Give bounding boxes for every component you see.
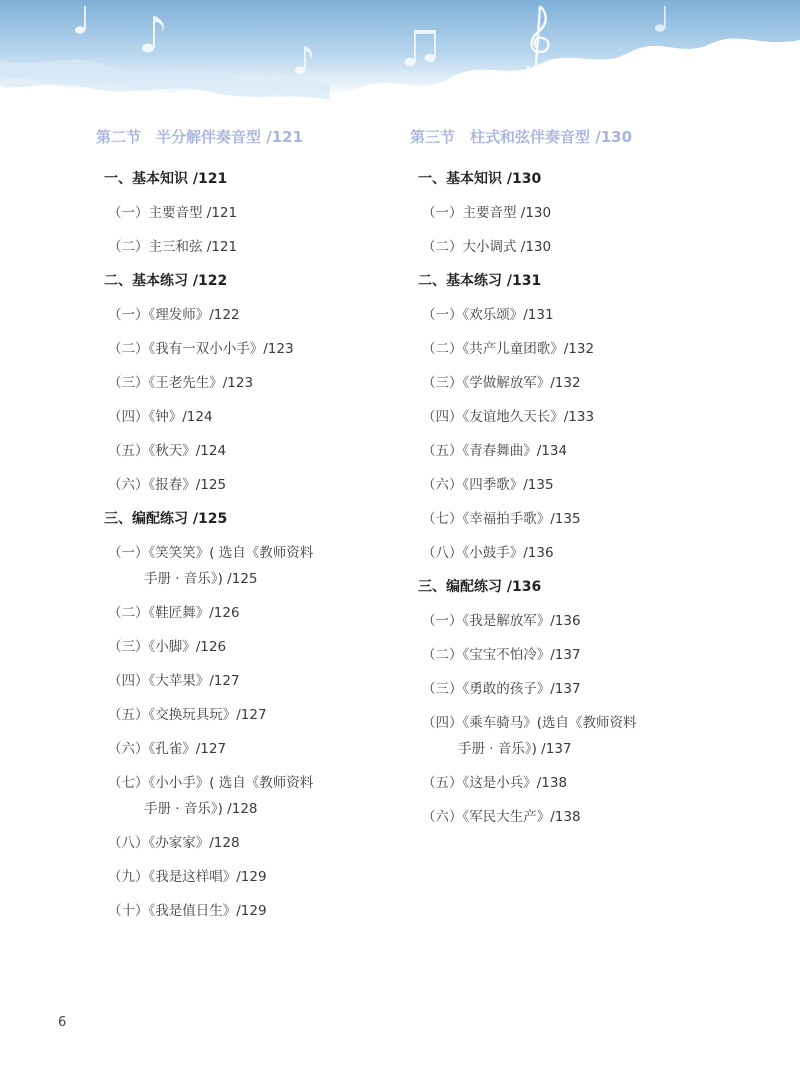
toc-entry-text: （四）《乘车骑马》(选自《教师资料 [422,715,637,731]
toc-entry[interactable] [96,366,396,400]
toc-entry[interactable] [96,400,396,434]
toc-entry[interactable] [410,638,770,672]
toc-part [410,164,770,834]
toc-entry-text: （十）《我是值日生》/129 [108,903,267,919]
toc-entry[interactable] [96,298,396,332]
toc-entry-text: （一）主要音型 /121 [108,205,238,221]
part-title: 二、基本练习 /131 [418,273,542,289]
toc-entry[interactable] [410,766,770,800]
toc-entry[interactable] [410,196,770,230]
toc-entry[interactable] [96,894,396,928]
toc-entry[interactable] [96,732,396,766]
toc-entry[interactable] [410,468,770,502]
toc-entry[interactable] [410,604,770,638]
toc-entry-text: （四）《友谊地久天长》/133 [422,409,595,425]
part-title: 三、编配练习 /136 [418,579,542,595]
toc-column-left [96,122,396,928]
toc-entry-text: （七）《幸福拍手歌》/135 [422,511,581,527]
toc-entry[interactable] [410,536,770,570]
toc-entry[interactable] [96,698,396,732]
toc-entry[interactable] [96,664,396,698]
toc-entry-text: （一）《我是解放军》/136 [422,613,581,629]
toc-entry[interactable] [96,468,396,502]
toc-entry[interactable] [96,766,396,826]
toc-entry[interactable] [410,400,770,434]
toc-entry[interactable] [96,596,396,630]
toc-entry[interactable] [410,366,770,400]
toc-entry[interactable] [96,826,396,860]
toc-entry[interactable] [410,332,770,366]
header-banner [0,0,800,110]
toc-entry[interactable] [410,800,770,834]
toc-entry[interactable] [410,706,770,766]
toc-entry[interactable] [96,434,396,468]
toc-entry[interactable] [96,536,396,596]
toc-entry[interactable] [96,332,396,366]
toc-entry-text: （五）《秋天》/124 [108,443,227,459]
toc-entry[interactable] [96,630,396,664]
toc-entry-text: （二）大小调式 /130 [422,239,552,255]
toc-entry-text: （六）《军民大生产》/138 [422,809,581,825]
part-title: 一、基本知识 /121 [104,171,228,187]
toc-entry-text: （五）《这是小兵》/138 [422,775,568,791]
toc-entry-text: （七）《小小手》( 选自《教师资料 [108,775,314,791]
toc-entry-text: （八）《小鼓手》/136 [422,545,554,561]
toc-entry-text: （六）《孔雀》/127 [108,741,227,757]
toc-entry-text: （八）《办家家》/128 [108,835,240,851]
part-title: 一、基本知识 /130 [418,171,542,187]
toc-entry-text: （九）《我是这样唱》/129 [108,869,267,885]
toc-entry-text: （二）《宝宝不怕冷》/137 [422,647,581,663]
toc-entry-text: （一）《欢乐颂》/131 [422,307,554,323]
toc-entry-text: （三）《勇敢的孩子》/137 [422,681,581,697]
toc-entry[interactable] [410,298,770,332]
toc-entry-text: 手册 · 音乐》) /125 [144,571,258,587]
toc-entry-text: （二）《鞋匠舞》/126 [108,605,240,621]
toc-entry-text: （一）《理发师》/122 [108,307,240,323]
part-title: 二、基本练习 /122 [104,273,228,289]
section-title: 第三节 柱式和弦伴奏音型 /130 [410,128,633,146]
toc-entry[interactable] [96,196,396,230]
toc-entry-text: （二）《我有一双小小手》/123 [108,341,294,357]
section-title: 第二节 半分解伴奏音型 /121 [96,128,304,146]
toc-entry-text: （一）《笑笑笑》( 选自《教师资料 [108,545,314,561]
toc-entry-text: （四）《钟》/124 [108,409,213,425]
toc-entry[interactable] [410,672,770,706]
toc-entry-text: （三）《王老先生》/123 [108,375,254,391]
toc-entry-text: （二）《共产儿童团歌》/132 [422,341,595,357]
toc-entry-text: （六）《报春》/125 [108,477,227,493]
toc-entry[interactable] [410,434,770,468]
toc-entry-text: （三）《学做解放军》/132 [422,375,581,391]
toc-entry[interactable] [96,230,396,264]
toc-entry-text: （六）《四季歌》/135 [422,477,554,493]
toc-entry-text: （五）《交换玩具玩》/127 [108,707,267,723]
toc-entry-text: （三）《小脚》/126 [108,639,227,655]
toc-entry-text: （五）《青春舞曲》/134 [422,443,568,459]
toc-entry[interactable] [96,860,396,894]
toc-entry-text: （四）《大苹果》/127 [108,673,240,689]
toc-entry[interactable] [410,502,770,536]
toc-entry-text: （一）主要音型 /130 [422,205,552,221]
toc-entry-text: 手册 · 音乐》) /137 [458,741,572,757]
toc-part [96,164,396,928]
toc-entry[interactable] [410,230,770,264]
page-number: 6 [58,1015,67,1030]
part-title: 三、编配练习 /125 [104,511,228,527]
toc-entry-text: （二）主三和弦 /121 [108,239,238,255]
toc-entry-text: 手册 · 音乐》) /128 [144,801,258,817]
toc-column-right [410,122,770,834]
